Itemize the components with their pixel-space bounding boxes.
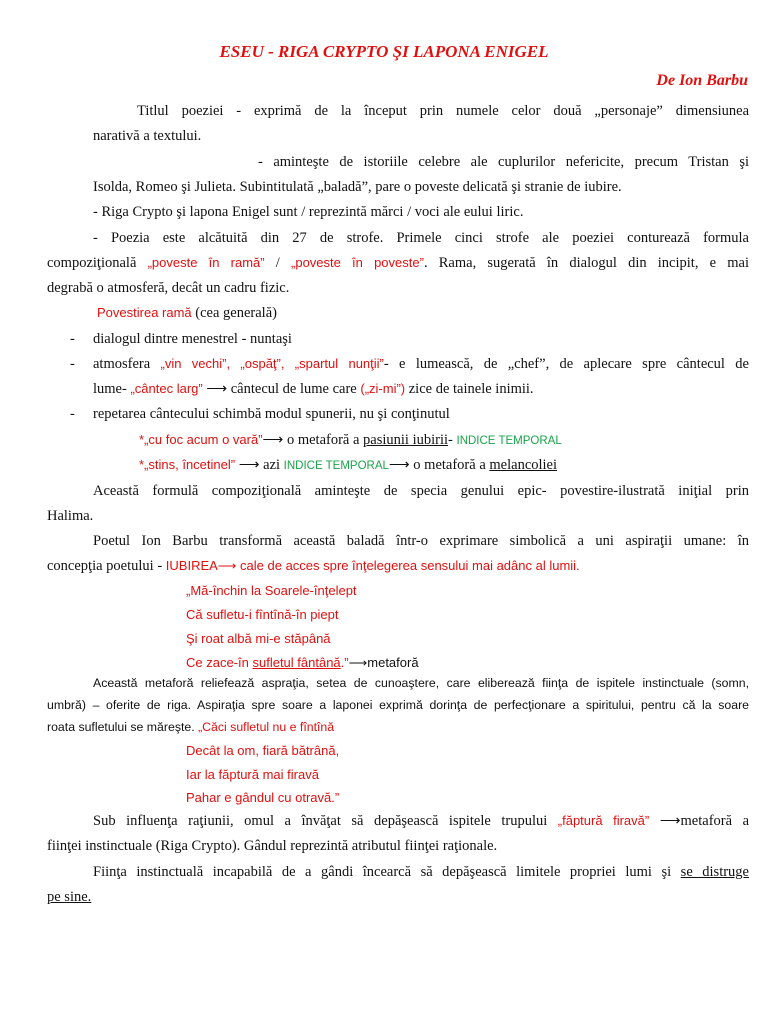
highlight-quotes: „vin vechi”, „ospăţ”, „spartul nunţii”	[160, 356, 384, 371]
highlight-poveste-in-poveste: „poveste în poveste”	[291, 255, 424, 270]
text-run: ⟶metaforă a	[649, 813, 750, 829]
paragraph-8-line-2: fiinţei instinctuale (Riga Crypto). Gândul reprezintă atributul fiinţei raţionale.	[47, 838, 498, 854]
verse-2: Că sufletu-i fîntînă-în piept	[186, 607, 339, 622]
sub-item-1	[139, 431, 562, 450]
bullet-2-line-1	[93, 355, 749, 373]
bullet-dash: -	[70, 406, 75, 422]
underlined-se-distruge: se distruge	[680, 864, 749, 880]
highlight-stins: *„stins, încetinel”	[139, 457, 236, 472]
bullet-1: dialogul dintre menestrel - nuntaşi	[93, 331, 292, 347]
paragraph-6-line-1: Poetul Ion Barbu transformă această baladă într-o exprimare simbolică a uni aspiraţii umane: în	[93, 533, 749, 549]
text-run: lume-	[93, 381, 131, 397]
paragraph-1-line-1: Titlul poeziei - exprimă de la început prin numele celor două „personaje” dimensiunea	[137, 103, 749, 119]
highlight-iubirea: IUBIREA⟶ cale de acces spre înţelegerea sensului mai adânc al lumii.	[165, 558, 580, 573]
underlined-melancoliei: melancoliei	[489, 457, 558, 473]
paragraph-7-line-2: umbră) – oferite de riga. Aspiraţia spre soare a laponei exprimă dorinţa de perfecţionare a spiritului, pentru că la soare	[47, 698, 749, 712]
text-run: ⟶ o metaforă a	[388, 457, 490, 473]
text-run: ⟶ cântecul de lume care	[202, 381, 361, 397]
paragraph-9-line-1	[93, 863, 749, 881]
text-run: Fiinţa instinctuală incapabilă de a gândi încearcă să depăşească limitele propriei lumi şi	[93, 864, 681, 880]
text-run: ⟶ azi	[235, 457, 284, 473]
verse-7: Pahar e gândul cu otravă.”	[186, 790, 340, 805]
text-run: /	[264, 255, 292, 271]
highlight-poveste-in-rama: „poveste în ramă”	[147, 255, 265, 270]
sub-item-2	[139, 456, 557, 475]
bullet-dash: -	[70, 356, 75, 372]
text-run: ⟶metaforă	[348, 655, 419, 670]
verse-1: „Mă-închin la Soarele-înţelept	[186, 583, 357, 598]
rama-heading	[97, 304, 277, 322]
paragraph-4-line-2	[47, 254, 749, 272]
text-run: compoziţională	[47, 255, 148, 271]
paragraph-4-line-1: - Poezia este alcătuită din 27 de strofe. Primele cinci strofe ale poeziei conturează formula	[93, 230, 749, 246]
text-run: . Rama, sugerată în dialogul din incipit, e mai	[423, 255, 750, 271]
text-run: .”	[340, 655, 349, 670]
paragraph-3: - Riga Crypto şi lapona Enigel sunt / reprezintă mărci / voci ale eului liric.	[93, 204, 524, 220]
text-run: concepţia poetului -	[47, 558, 166, 574]
verse-start: „Căci sufletul nu e fîntînă	[198, 720, 335, 734]
document-title: ESEU - RIGA CRYPTO ŞI LAPONA ENIGEL	[219, 42, 549, 61]
text-run: atmosfera	[93, 356, 161, 372]
rama-heading-rest: (cea generală)	[191, 305, 277, 321]
underlined-pasiunii: pasiunii iubirii	[363, 432, 449, 448]
highlight-zi-mi: („zi-mi”)	[360, 381, 406, 396]
paragraph-7-line-3	[47, 718, 334, 736]
document-author: De Ion Barbu	[656, 72, 748, 89]
highlight-cantec-larg: „cântec larg”	[130, 381, 203, 396]
paragraph-4-line-3: degrabă o atmosferă, decât un cadru fizic.	[47, 280, 290, 296]
text-run: Ce zace-în	[186, 655, 253, 670]
text-run: ⟶ o metaforă a	[262, 432, 364, 448]
verse-5: Decât la om, fiară bătrână,	[186, 743, 340, 758]
paragraph-2-line-1: - aminteşte de istoriile celebre ale cuplurilor nefericite, precum Tristan şi	[258, 154, 749, 170]
bullet-3: repetarea cântecului schimbă modul spunerii, nu şi conţinutul	[93, 406, 450, 422]
paragraph-8-line-1	[93, 812, 749, 830]
bullet-dash: -	[70, 331, 75, 347]
indice-temporal-label: INDICE TEMPORAL	[283, 460, 389, 472]
highlight-cu-foc: *„cu foc acum o vară”	[139, 432, 263, 447]
text-run: Sub influenţa raţiunii, omul a învăţat să depăşească ispitele trupului	[93, 813, 558, 829]
bullet-2-line-2	[93, 380, 534, 398]
paragraph-2-line-2: Isolda, Romeo şi Julieta. Subintitulată „baladă”, pare o poveste delicată şi stranie de iubire.	[93, 179, 622, 195]
paragraph-7-line-1: Această metaforă reliefează aspraţia, setea de cunoaştere, care eliberează fiinţa de ispitele instinctuale (somn,	[93, 676, 749, 690]
text-run: zice de tainele inimii.	[405, 381, 534, 397]
verse-3: Şi roat albă mi-e stăpână	[186, 631, 331, 646]
text-run: -	[448, 432, 457, 448]
paragraph-1-line-2: narativă a textului.	[93, 128, 202, 144]
paragraph-5-line-2: Halima.	[47, 508, 94, 524]
rama-heading-red: Povestirea ramă	[97, 305, 192, 320]
paragraph-6-line-2	[47, 557, 580, 575]
paragraph-5-line-1: Această formulă compoziţională aminteşte de specia genului epic- povestire-ilustrată iniţial prin	[93, 483, 749, 499]
verse-6: Iar la făptură mai firavă	[186, 767, 319, 782]
verse-4	[186, 654, 419, 672]
text-run: - e lumească, de „chef”, de aplecare spre cântecul de	[383, 356, 749, 372]
text-run: roata sufletului se măreşte.	[47, 720, 199, 734]
highlight-faptura-firava: „făptură firavă”	[557, 813, 650, 828]
underlined-sufletul-fantana: sufletul fântână	[252, 655, 341, 670]
paragraph-9-line-2: pe sine.	[47, 889, 92, 905]
indice-temporal-label: INDICE TEMPORAL	[456, 435, 562, 447]
